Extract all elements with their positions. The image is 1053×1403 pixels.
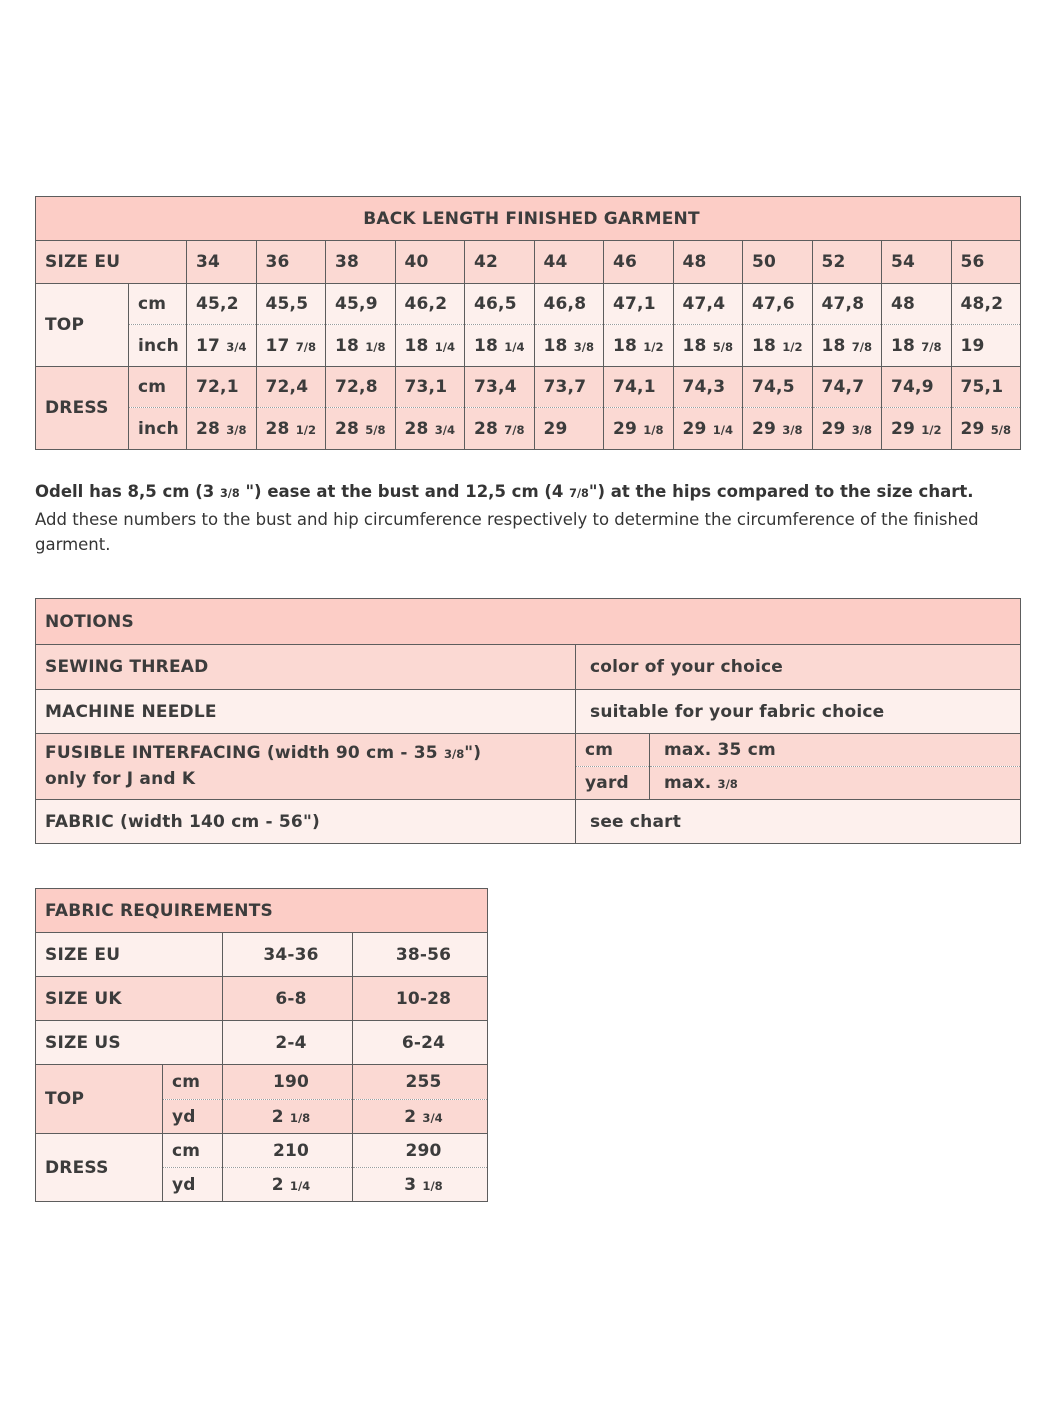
- value-cell: 74,7: [812, 367, 882, 408]
- value-cell: 190: [223, 1065, 353, 1100]
- notion-value: max. 35 cm: [650, 734, 1021, 767]
- ease-note-bold-line: Odell has 8,5 cm (3 3/8 ") ease at the bust and 12,5 cm (4 7/8") at the hips compared to the size chart.: [35, 482, 974, 501]
- value-cell: 28 3/8: [187, 408, 257, 450]
- notion-label: FABRIC (width 140 cm - 56"): [36, 800, 576, 844]
- unit-label: cm: [576, 734, 650, 767]
- garment-label: DRESS: [36, 367, 129, 450]
- value-cell: 45,9: [326, 284, 396, 325]
- size-row-label: SIZE EU: [36, 933, 223, 977]
- value-cell: 74,5: [743, 367, 813, 408]
- value-cell: 29 1/8: [604, 408, 674, 450]
- value-cell: 3 1/8: [353, 1168, 488, 1202]
- size-range: 10-28: [353, 977, 488, 1021]
- size-range: 6-8: [223, 977, 353, 1021]
- size-col-header: 50: [743, 241, 813, 284]
- size-col-header: 52: [812, 241, 882, 284]
- notions-table: [35, 598, 1021, 844]
- size-col-header: 36: [256, 241, 326, 284]
- size-us-row: [36, 1021, 488, 1065]
- size-uk-row: [36, 977, 488, 1021]
- unit-label: cm: [129, 367, 187, 408]
- value-cell: 18 1/4: [465, 325, 535, 367]
- size-row-label: SIZE UK: [36, 977, 223, 1021]
- top-cm-row: [36, 1065, 488, 1100]
- value-cell: 18 1/4: [395, 325, 465, 367]
- top-inch-row: [36, 325, 1021, 367]
- value-cell: 72,1: [187, 367, 257, 408]
- value-cell: 73,1: [395, 367, 465, 408]
- value-cell: 73,7: [534, 367, 604, 408]
- value-cell: 47,1: [604, 284, 674, 325]
- sewing-thread-row: [36, 645, 1021, 690]
- value-cell: 2 3/4: [353, 1100, 488, 1134]
- notion-label: SEWING THREAD: [36, 645, 576, 690]
- garment-label: TOP: [36, 1065, 163, 1134]
- value-cell: 45,2: [187, 284, 257, 325]
- value-cell: 29 3/8: [812, 408, 882, 450]
- value-cell: 29 5/8: [951, 408, 1021, 450]
- value-cell: 46,5: [465, 284, 535, 325]
- size-col-header: 44: [534, 241, 604, 284]
- value-cell: 74,9: [882, 367, 952, 408]
- back-length-table: [35, 196, 1021, 450]
- value-cell: 28 5/8: [326, 408, 396, 450]
- value-cell: 29 1/4: [673, 408, 743, 450]
- table-title-row: [36, 599, 1021, 645]
- notion-value: color of your choice: [576, 645, 1021, 690]
- size-eu-label: SIZE EU: [36, 241, 187, 284]
- value-cell: 19: [951, 325, 1021, 367]
- value-cell: 210: [223, 1134, 353, 1168]
- unit-label: cm: [163, 1134, 223, 1168]
- size-col-header: 48: [673, 241, 743, 284]
- size-range: 38-56: [353, 933, 488, 977]
- table-title-row: [36, 197, 1021, 241]
- notion-value: see chart: [576, 800, 1021, 844]
- value-cell: 18 5/8: [673, 325, 743, 367]
- notion-value: suitable for your fabric choice: [576, 690, 1021, 734]
- value-cell: 74,3: [673, 367, 743, 408]
- dress-cm-row: [36, 1134, 488, 1168]
- value-cell: 29 3/8: [743, 408, 813, 450]
- unit-label: cm: [163, 1065, 223, 1100]
- notion-label: [36, 734, 576, 800]
- garment-label: DRESS: [36, 1134, 163, 1202]
- unit-label: yard: [576, 767, 650, 800]
- garment-label: TOP: [36, 284, 129, 367]
- value-cell: 72,8: [326, 367, 396, 408]
- size-header-row: [36, 241, 1021, 284]
- dress-inch-row: [36, 408, 1021, 450]
- fabric-requirements-title: FABRIC REQUIREMENTS: [36, 889, 488, 933]
- value-cell: 290: [353, 1134, 488, 1168]
- value-cell: 72,4: [256, 367, 326, 408]
- fabric-requirements-table: [35, 888, 488, 1202]
- value-cell: 75,1: [951, 367, 1021, 408]
- value-cell: 48: [882, 284, 952, 325]
- value-cell: 29: [534, 408, 604, 450]
- size-col-header: 56: [951, 241, 1021, 284]
- value-cell: 18 1/8: [326, 325, 396, 367]
- unit-label: yd: [163, 1168, 223, 1202]
- size-col-header: 46: [604, 241, 674, 284]
- fabric-row: [36, 800, 1021, 844]
- value-cell: 74,1: [604, 367, 674, 408]
- value-cell: 47,8: [812, 284, 882, 325]
- value-cell: 2 1/4: [223, 1168, 353, 1202]
- table-title-row: [36, 889, 488, 933]
- value-cell: 45,5: [256, 284, 326, 325]
- fusible-interfacing-row: [36, 734, 1021, 767]
- value-cell: 255: [353, 1065, 488, 1100]
- size-col-header: 40: [395, 241, 465, 284]
- notion-label: MACHINE NEEDLE: [36, 690, 576, 734]
- size-range: 6-24: [353, 1021, 488, 1065]
- value-cell: 28 7/8: [465, 408, 535, 450]
- value-cell: 28 3/4: [395, 408, 465, 450]
- notion-value: max. 3/8: [650, 767, 1021, 800]
- top-cm-row: [36, 284, 1021, 325]
- value-cell: 2 1/8: [223, 1100, 353, 1134]
- value-cell: 18 1/2: [743, 325, 813, 367]
- size-range: 2-4: [223, 1021, 353, 1065]
- value-cell: 46,2: [395, 284, 465, 325]
- value-cell: 28 1/2: [256, 408, 326, 450]
- value-cell: 17 3/4: [187, 325, 257, 367]
- unit-label: cm: [129, 284, 187, 325]
- size-col-header: 34: [187, 241, 257, 284]
- unit-label: inch: [129, 325, 187, 367]
- fusible-label-line2: only for J and K: [45, 769, 196, 789]
- size-col-header: 54: [882, 241, 952, 284]
- value-cell: 48,2: [951, 284, 1021, 325]
- size-row-label: SIZE US: [36, 1021, 223, 1065]
- value-cell: 46,8: [534, 284, 604, 325]
- size-col-header: 42: [465, 241, 535, 284]
- size-eu-row: [36, 933, 488, 977]
- unit-label: inch: [129, 408, 187, 450]
- ease-note: [35, 479, 1003, 558]
- fusible-label-line1: FUSIBLE INTERFACING (width 90 cm - 35 3/8"): [45, 743, 482, 763]
- size-col-header: 38: [326, 241, 396, 284]
- value-cell: 17 7/8: [256, 325, 326, 367]
- back-length-title: BACK LENGTH FINISHED GARMENT: [36, 197, 1021, 241]
- ease-note-text: Add these numbers to the bust and hip circumference respectively to determine the circumference of the finished garment.: [35, 509, 979, 554]
- value-cell: 29 1/2: [882, 408, 952, 450]
- value-cell: 18 7/8: [812, 325, 882, 367]
- unit-label: yd: [163, 1100, 223, 1134]
- dress-cm-row: [36, 367, 1021, 408]
- value-cell: 47,6: [743, 284, 813, 325]
- value-cell: 47,4: [673, 284, 743, 325]
- value-cell: 18 1/2: [604, 325, 674, 367]
- value-cell: 73,4: [465, 367, 535, 408]
- value-cell: 18 3/8: [534, 325, 604, 367]
- value-cell: 18 7/8: [882, 325, 952, 367]
- machine-needle-row: [36, 690, 1021, 734]
- notions-title: NOTIONS: [36, 599, 1021, 645]
- size-range: 34-36: [223, 933, 353, 977]
